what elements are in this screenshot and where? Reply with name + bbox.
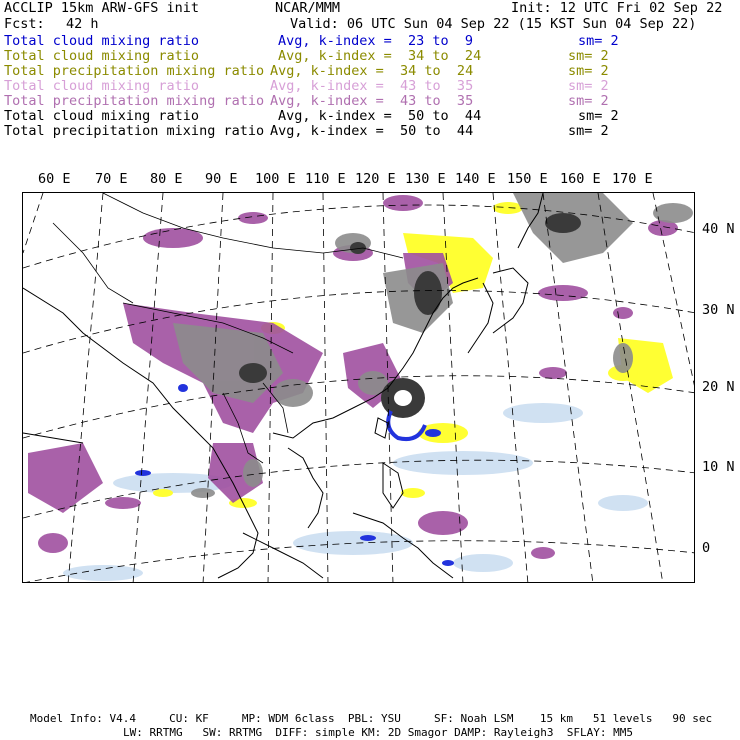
latitude-label: 10 N	[702, 459, 735, 475]
legend-field-smoothing: sm= 2	[568, 93, 609, 109]
model-info-line-1: Model Info: V4.4 CU: KF MP: WDM 6class PBL: YSU SF: Noah LSM 15 km 51 levels 90 sec	[30, 712, 713, 725]
legend-field-smoothing: sm= 2	[568, 78, 609, 94]
longitude-label: 170 E	[612, 171, 653, 187]
legend-field-avg: Avg, k-index = 43 to 35	[270, 93, 474, 109]
longitude-label: 60 E	[38, 171, 71, 187]
longitude-label: 90 E	[205, 171, 238, 187]
longitude-label: 130 E	[405, 171, 446, 187]
legend-field-avg: Avg, k-index = 23 to 9	[278, 33, 474, 49]
forecast-map	[22, 192, 695, 583]
legend-field-name: Total precipitation mixing ratio	[4, 63, 265, 79]
legend-field-avg: Avg, k-index = 34 to 24	[270, 63, 474, 79]
longitude-label: 80 E	[150, 171, 183, 187]
legend-field-name: Total precipitation mixing ratio	[4, 123, 265, 139]
legend-field-smoothing: sm= 2	[578, 108, 619, 124]
longitude-label: 70 E	[95, 171, 128, 187]
forecast-hours: 42 h	[66, 16, 99, 32]
model-title: ACCLIP 15km ARW-GFS init	[4, 0, 200, 16]
longitude-label: 120 E	[355, 171, 396, 187]
legend-field-name: Total cloud mixing ratio	[4, 108, 200, 124]
legend-field-smoothing: sm= 2	[568, 123, 609, 139]
latitude-label: 20 N	[702, 379, 735, 395]
legend-field-name: Total cloud mixing ratio	[4, 48, 200, 64]
longitude-label: 140 E	[455, 171, 496, 187]
latitude-label: 30 N	[702, 302, 735, 318]
forecast-label: Fcst:	[4, 16, 45, 32]
latitude-label: 40 N	[702, 221, 735, 237]
latitude-label: 0	[702, 540, 711, 556]
legend-field-avg: Avg, k-index = 50 to 44	[278, 108, 482, 124]
legend-field-avg: Avg, k-index = 43 to 35	[270, 78, 474, 94]
legend-field-smoothing: sm= 2	[578, 33, 619, 49]
legend-field-name: Total precipitation mixing ratio	[4, 93, 265, 109]
map-canvas	[23, 193, 695, 583]
valid-time: Valid: 06 UTC Sun 04 Sep 22 (15 KST Sun 04 Sep 22)	[290, 16, 697, 32]
legend-field-name: Total cloud mixing ratio	[4, 33, 200, 49]
legend-field-avg: Avg, k-index = 50 to 44	[270, 123, 474, 139]
legend-field-smoothing: sm= 2	[568, 63, 609, 79]
light-blue-cloud-field	[63, 403, 648, 581]
org-label: NCAR/MMM	[275, 0, 341, 16]
legend-field-name: Total cloud mixing ratio	[4, 78, 200, 94]
longitude-label: 100 E	[255, 171, 296, 187]
init-time: Init: 12 UTC Fri 02 Sep 22	[511, 0, 723, 16]
longitude-label: 150 E	[507, 171, 548, 187]
longitude-label: 160 E	[560, 171, 601, 187]
model-info-line-2: LW: RRTMG SW: RRTMG DIFF: simple KM: 2D Smagor DAMP: Rayleigh3 SFLAY: MM5	[123, 726, 633, 739]
legend-field-avg: Avg, k-index = 34 to 24	[278, 48, 482, 64]
legend-field-smoothing: sm= 2	[568, 48, 609, 64]
longitude-label: 110 E	[305, 171, 346, 187]
